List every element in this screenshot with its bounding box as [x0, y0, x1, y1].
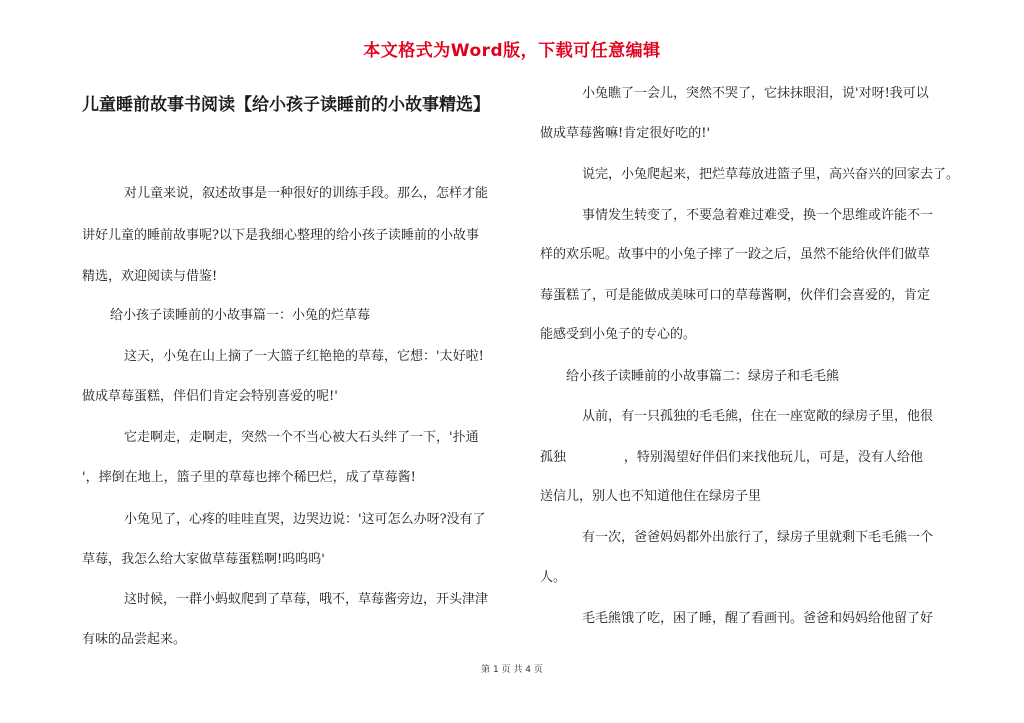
body-line: 有味的品尝起来。: [82, 632, 187, 647]
body-line: 小兔见了，心疼的哇哇直哭，边哭边说：'这可怎么办呀?没有了: [124, 512, 486, 527]
body-line: '，摔倒在地上，篮子里的草莓也摔个稀巴烂，成了草莓酱!: [82, 470, 416, 485]
body-line: 小兔瞧了一会儿，突然不哭了，它抹抹眼泪，说'对呀!我可以: [582, 86, 929, 101]
body-line: 从前，有一只孤独的毛毛熊，住在一座宽敞的绿房子里，他很: [582, 409, 934, 424]
body-line: 这时候，一群小蚂蚁爬到了草莓，哦不，草莓酱旁边，开头津津: [124, 592, 489, 607]
page-footer: 第 1 页 共 4 页: [481, 665, 543, 675]
body-line: 孤独 ，特别渴望好伴侣们来找他玩儿，可是，没有人给他: [540, 450, 923, 465]
body-line: 能感受到小兔子的专心的。: [540, 327, 697, 342]
body-line: 这天，小兔在山上摘了一大篮子红艳艳的草莓，它想：'太好啦!: [124, 349, 484, 364]
body-line: 做成草莓酱嘛!肯定很好吃的!': [540, 126, 711, 141]
body-line: 毛毛熊饿了吃，困了睡，醒了看画刊。爸爸和妈妈给他留了好: [582, 611, 934, 626]
body-line: 事情发生转变了，不要急着难过难受，换一个思维或许能不一: [582, 208, 934, 223]
body-line: 送信儿，别人也不知道他住在绿房子里: [540, 489, 762, 504]
body-line: 人。: [540, 570, 567, 585]
section-heading: 给小孩子读睡前的小故事篇一：小兔的烂草莓: [110, 308, 371, 323]
body-line: 讲好儿童的睡前故事呢?以下是我细心整理的给小孩子读睡前的小故事: [82, 228, 479, 243]
body-line: 精选，欢迎阅读与借鉴!: [82, 269, 218, 284]
document-title: 儿童睡前故事书阅读【给小孩子读睡前的小故事精选】: [82, 95, 490, 115]
body-line: 对儿童来说，叙述故事是一种很好的训练手段。那么，怎样才能: [124, 186, 489, 201]
header-banner: 本文格式为Word版，下载可任意编辑: [363, 41, 661, 61]
body-line: 说完，小兔爬起来，把烂草莓放进篮子里，高兴奋兴的回家去了。: [582, 167, 960, 182]
body-line: 莓蛋糕了，可是能做成美味可口的草莓酱啊，伙伴们会喜爱的，肯定: [540, 288, 931, 303]
section-heading: 给小孩子读睡前的小故事篇二：绿房子和毛毛熊: [566, 369, 840, 384]
body-line: 有一次，爸爸妈妈都外出旅行了，绿房子里就剩下毛毛熊一个: [582, 530, 934, 545]
body-line: 草莓，我怎么给大家做草莓蛋糕啊!呜呜呜': [82, 552, 325, 567]
body-line: 做成草莓蛋糕，伴侣们肯定会特别喜爱的呢!': [82, 389, 338, 404]
body-line: 样的欢乐呢。故事中的小兔子摔了一跤之后，虽然不能给伙伴们做草: [540, 247, 931, 262]
body-line: 它走啊走，走啊走，突然一个不当心被大石头绊了一下，'扑通: [124, 430, 479, 445]
